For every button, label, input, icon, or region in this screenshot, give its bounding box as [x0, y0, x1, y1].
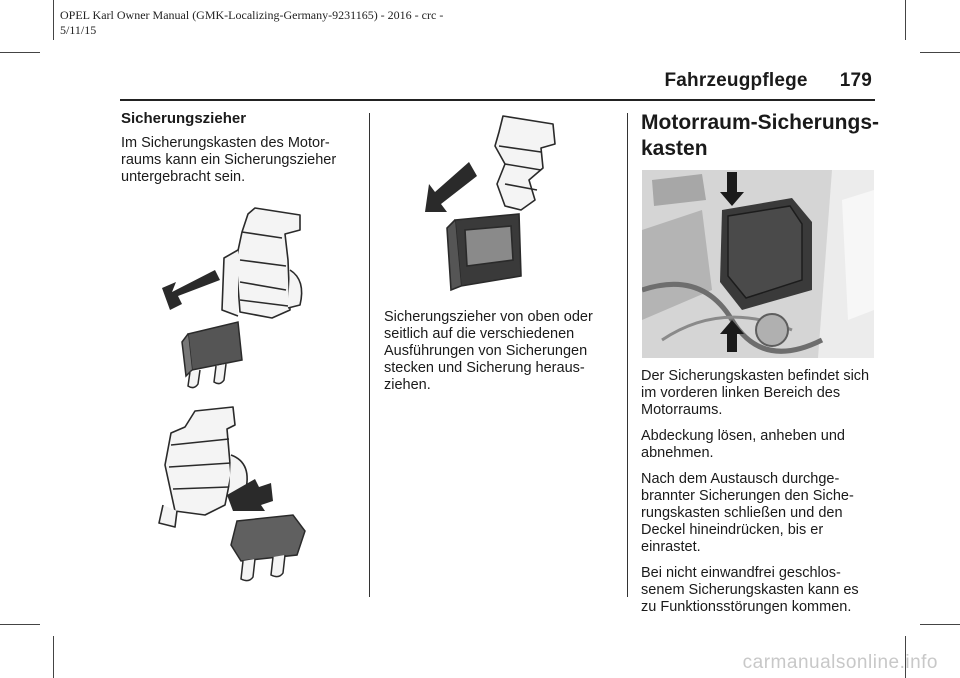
crop-mark — [0, 52, 40, 53]
crop-mark — [905, 0, 906, 40]
arrow-icon — [162, 270, 220, 310]
crop-mark — [53, 636, 54, 678]
crop-mark — [920, 624, 960, 625]
document-header-line-1: OPEL Karl Owner Manual (GMK-Localizing-Germany-9231165) - 2016 - crc - — [60, 8, 444, 22]
fuse-puller-top-illustration — [425, 110, 585, 295]
running-head — [664, 70, 872, 92]
heading-line: kasten — [641, 137, 708, 160]
paragraph: Der Sicherungskasten befindet sich im vorderen linken Bereich des Motorraums. — [641, 368, 870, 418]
paragraph: Nach dem Austausch durchge- brannter Sicherungen den Siche- rungskasten schließen und den Deckel hineindrücken, bis er einrastet. — [641, 471, 854, 555]
fuse-puller-mini-fuse-illustration — [160, 200, 340, 390]
page-number: 179 — [839, 70, 872, 91]
body-text — [641, 368, 881, 625]
crop-mark — [0, 624, 40, 625]
section-heading: Sicherungszieher — [121, 110, 247, 127]
header-rule — [120, 99, 875, 101]
section-title: Fahrzeugpflege — [664, 70, 808, 91]
document-header — [60, 8, 540, 38]
arrow-icon — [425, 162, 477, 212]
paragraph: Abdeckung lösen, anheben und abnehmen. — [641, 428, 845, 461]
crop-mark — [53, 0, 54, 40]
document-header-line-2: 5/11/15 — [60, 23, 97, 37]
figure-caption — [384, 309, 619, 403]
section-heading — [641, 110, 881, 162]
column-divider — [627, 113, 628, 597]
heading-line: Motorraum-Sicherungs- — [641, 111, 880, 134]
column-divider — [369, 113, 370, 597]
watermark: carmanualsonline.info — [742, 652, 938, 673]
crop-mark — [920, 52, 960, 53]
paragraph: Bei nicht einwandfrei geschlos- senem Sicherungskasten kann es zu Funktionsstörungen kommen. — [641, 565, 859, 615]
fuse-puller-standard-fuse-illustration — [155, 405, 325, 585]
paragraph: Im Sicherungskasten des Motor- raums kann ein Sicherungszieher untergebracht sein. — [121, 135, 337, 185]
paragraph: Sicherungszieher von oben oder seitlich auf die verschiedenen Ausführungen von Sicherungen stecken und Sicherung heraus- ziehen. — [384, 309, 593, 393]
engine-fuse-box-photo — [642, 170, 874, 358]
body-text — [121, 135, 361, 195]
